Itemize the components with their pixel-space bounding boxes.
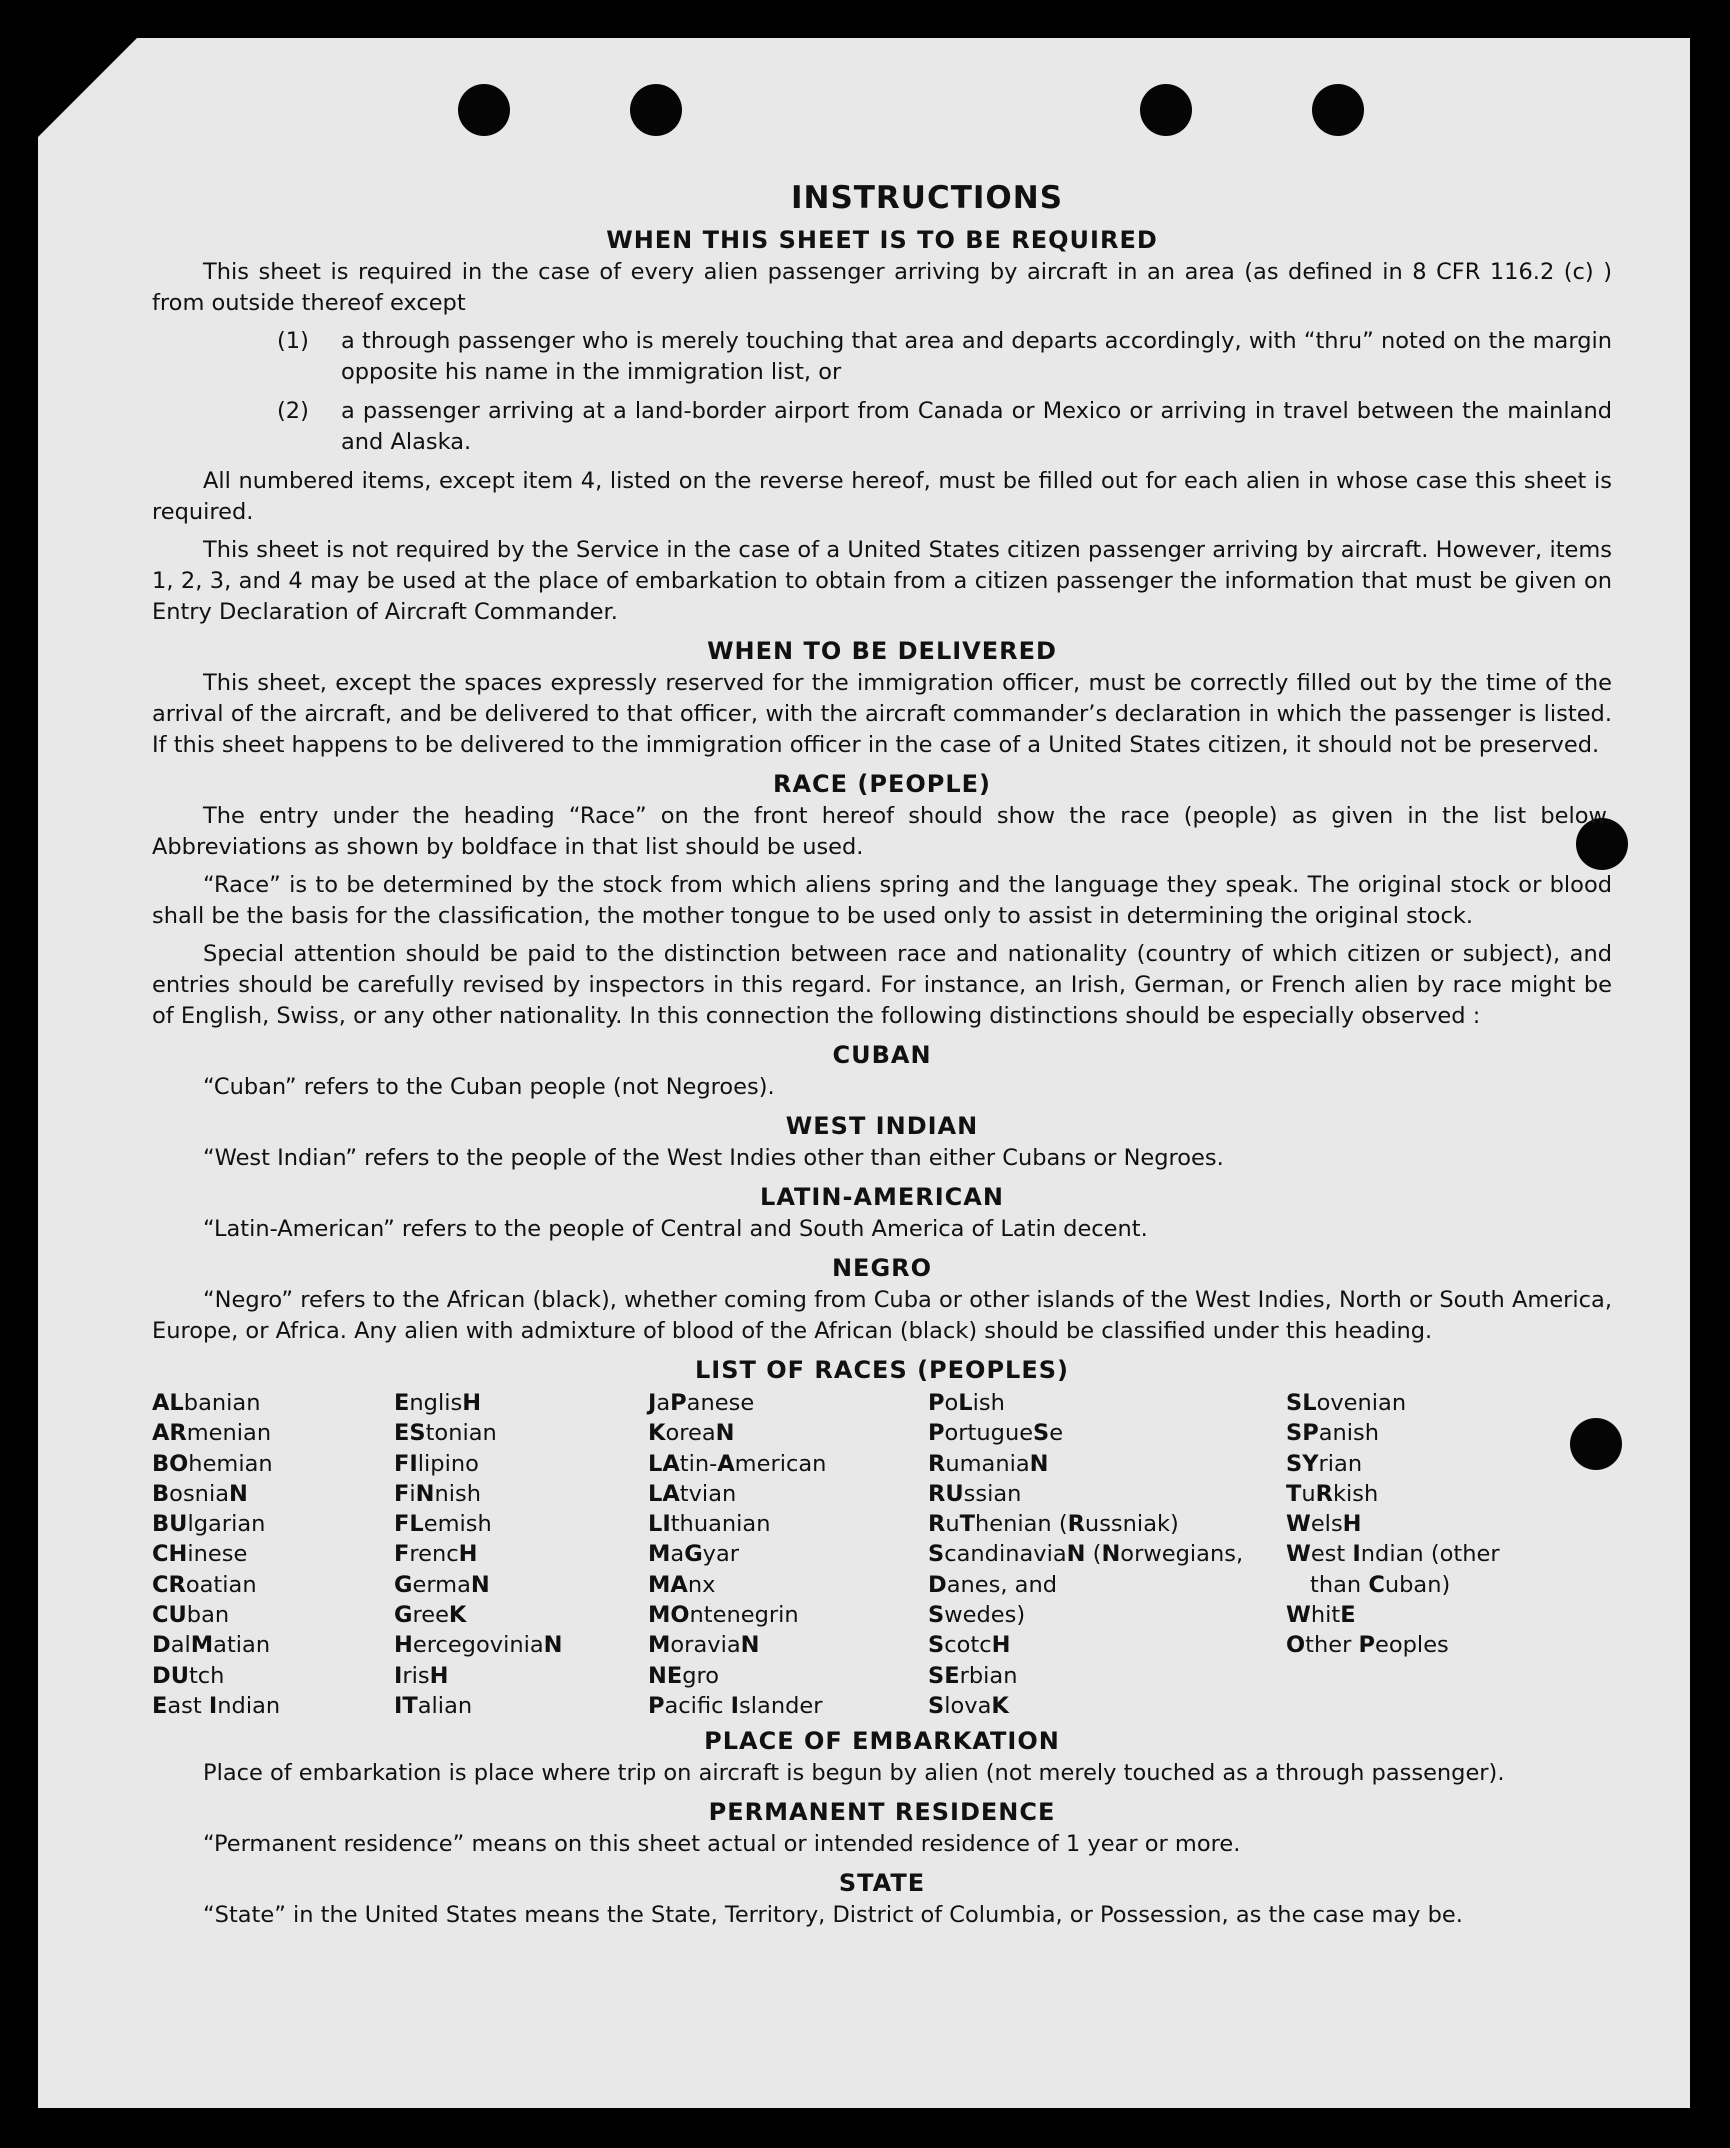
section-heading-west-indian: WEST INDIAN bbox=[785, 1112, 979, 1140]
state-paragraph: “State” in the United States means the State, Territory, District of Columbia, or Possession, as the case may be. bbox=[203, 1902, 1463, 1929]
race-entry: FIlipino bbox=[394, 1450, 479, 1477]
race-entry: SlovaK bbox=[928, 1692, 1009, 1719]
section-heading-state: STATE bbox=[838, 1869, 926, 1898]
race-entry: MAnx bbox=[648, 1571, 716, 1598]
race-entry: ARmenian bbox=[152, 1420, 272, 1447]
race-entry: LIthuanian bbox=[648, 1511, 771, 1538]
section-heading-residence: PERMANENT RESIDENCE bbox=[708, 1798, 1056, 1827]
race-entry: Swedes) bbox=[928, 1602, 1026, 1629]
race-entry: MoraviaN bbox=[648, 1632, 760, 1659]
race-entry: DalMatian bbox=[152, 1632, 271, 1659]
instructions-body bbox=[152, 176, 1612, 1938]
race-entry: SLovenian bbox=[1286, 1390, 1407, 1416]
race-entry: PoLish bbox=[928, 1390, 1005, 1416]
races-column bbox=[928, 1388, 1286, 1721]
race-entry: WelsH bbox=[1286, 1511, 1362, 1538]
race-entry: BosniaN bbox=[152, 1480, 248, 1507]
race-entry: EnglisH bbox=[394, 1390, 482, 1416]
folded-corner bbox=[38, 38, 137, 137]
race-entry: LAtvian bbox=[648, 1480, 737, 1507]
race-entry: RUssian bbox=[928, 1480, 1022, 1507]
section-heading-required: WHEN THIS SHEET IS TO BE REQUIRED bbox=[606, 226, 1158, 254]
race-entry: SErbian bbox=[928, 1662, 1018, 1689]
west-indian-paragraph: “West Indian” refers to the people of the West Indies other than either Cubans or Negroes. bbox=[203, 1145, 1224, 1171]
race-entry: CUban bbox=[152, 1602, 230, 1629]
race-entry: East Indian bbox=[152, 1692, 281, 1719]
race-entry: BOhemian bbox=[152, 1450, 273, 1477]
races-list bbox=[152, 1388, 1612, 1721]
race-entry: ScandinaviaN (Norwegians, bbox=[928, 1541, 1244, 1568]
race-entry: CRoatian bbox=[152, 1571, 257, 1598]
punch-hole bbox=[1140, 84, 1192, 136]
section-heading-list-of-races: LIST OF RACES (PEOPLES) bbox=[695, 1356, 1069, 1384]
race-entry: FiNnish bbox=[394, 1480, 482, 1507]
race-entry: FLemish bbox=[394, 1511, 492, 1538]
race-entry: TuRkish bbox=[1286, 1480, 1379, 1507]
race-entry: ALbanian bbox=[152, 1390, 261, 1416]
race-entry: LAtin-American bbox=[648, 1450, 827, 1477]
race-paragraph-2: “Race” is to be determined by the stock from which aliens spring and the language they speak. The original stock or blood shall be the basis for the classification, the mother tongue to be used only to assist in determining the original stock. bbox=[152, 872, 1612, 929]
race-entry: SYrian bbox=[1286, 1450, 1363, 1477]
races-column bbox=[648, 1388, 928, 1721]
section-heading-cuban: CUBAN bbox=[832, 1041, 932, 1069]
section-heading-delivered: WHEN TO BE DELIVERED bbox=[707, 637, 1057, 665]
race-entry: EStonian bbox=[394, 1420, 497, 1447]
delivered-paragraph: This sheet, except the spaces expressly reserved for the immigration officer, must be correctly filled out by the time of the arrival of the aircraft, and be delivered to that officer, with the aircraft commander’s declaration in which the passenger is listed. If this sheet happens to be delivered to the immigration officer in the case of a United States citizen, it should not be preserved. bbox=[152, 670, 1612, 758]
embarkation-paragraph: Place of embarkation is place where trip on aircraft is begun by alien (not merely touched as a through passenger). bbox=[203, 1760, 1505, 1787]
document-page bbox=[38, 38, 1690, 2108]
section-heading-latin-american: LATIN-AMERICAN bbox=[760, 1183, 1004, 1211]
exception-item: (1) a through passenger who is merely touching that area and departs accordingly, with “thru” noted on the margin opposite his name in the immigration list, or bbox=[277, 328, 1612, 385]
races-column bbox=[1286, 1388, 1586, 1721]
latin-american-paragraph: “Latin-American” refers to the people of Central and South America of Latin decent. bbox=[203, 1216, 1148, 1242]
race-entry: HercegoviniaN bbox=[394, 1632, 563, 1659]
race-entry: West Indian (other bbox=[1286, 1541, 1500, 1568]
punch-hole bbox=[1312, 84, 1364, 136]
race-entry: RuThenian (Russniak) bbox=[928, 1511, 1179, 1538]
race-entry: MaGyar bbox=[648, 1541, 740, 1568]
race-entry: Other Peoples bbox=[1286, 1632, 1449, 1659]
race-entry: ITalian bbox=[394, 1692, 473, 1719]
required-paragraph-3: This sheet is not required by the Service in the case of a United States citizen passenger arriving by aircraft. However, items 1, 2, 3, and 4 may be used at the place of embarkation to obtain from a citizen passenger the information that must be given on Entry Declaration of Aircraft Commander. bbox=[152, 537, 1612, 625]
punch-hole bbox=[458, 84, 510, 136]
race-entry: KoreaN bbox=[648, 1420, 735, 1447]
race-paragraph-1: The entry under the heading “Race” on the front hereof should show the race (people) as given in the list below. Abbreviations as shown by boldface in that list should be used. bbox=[152, 803, 1612, 860]
section-heading-negro: NEGRO bbox=[831, 1254, 933, 1282]
residence-paragraph: “Permanent residence” means on this sheet actual or intended residence of 1 year or more. bbox=[203, 1831, 1241, 1858]
cuban-paragraph: “Cuban” refers to the Cuban people (not Negroes). bbox=[203, 1074, 775, 1100]
races-column bbox=[394, 1388, 648, 1721]
race-entry: IrisH bbox=[394, 1662, 449, 1689]
race-entry: SPanish bbox=[1286, 1420, 1380, 1447]
exception-item: (2) a passenger arriving at a land-border airport from Canada or Mexico or arriving in travel between the mainland and Alaska. bbox=[277, 398, 1612, 455]
race-entry: MOntenegrin bbox=[648, 1602, 799, 1629]
race-entry: CHinese bbox=[152, 1541, 248, 1568]
races-column bbox=[152, 1388, 394, 1721]
race-entry: BUlgarian bbox=[152, 1511, 266, 1538]
race-entry: Danes, and bbox=[928, 1571, 1057, 1598]
punch-hole bbox=[630, 84, 682, 136]
section-heading-race: RACE (PEOPLE) bbox=[772, 770, 992, 798]
negro-paragraph: “Negro” refers to the African (black), whether coming from Cuba or other islands of the West Indies, North or South America, Europe, or Africa. Any alien with admixture of blood of the African (black) should be classified under this heading. bbox=[152, 1287, 1612, 1344]
race-entry: PortugueSe bbox=[928, 1420, 1064, 1447]
section-heading-embarkation: PLACE OF EMBARKATION bbox=[704, 1727, 1060, 1756]
race-entry: NEgro bbox=[648, 1662, 720, 1689]
race-paragraph-3: Special attention should be paid to the distinction between race and nationality (country of which citizen or subject), and entries should be carefully revised by inspectors in this regard. For instance, an Irish, German, or French alien by race might be of English, Swiss, or any other nationality. In this connection the following distinctions should be especially observed : bbox=[152, 941, 1612, 1029]
race-entry: DUtch bbox=[152, 1662, 225, 1689]
page-title: INSTRUCTIONS bbox=[790, 180, 1064, 216]
race-entry: JaPanese bbox=[648, 1390, 755, 1416]
race-entry: ScotcH bbox=[928, 1632, 1011, 1659]
required-intro: This sheet is required in the case of every alien passenger arriving by aircraft in an area (as defined in 8 CFR 116.2 (c) ) from outside thereof except bbox=[152, 259, 1612, 316]
race-entry: Pacifc Islander bbox=[648, 1692, 823, 1719]
race-entry: RumaniaN bbox=[928, 1450, 1049, 1477]
race-entry: GreeK bbox=[394, 1602, 467, 1629]
race-entry: WhitE bbox=[1286, 1602, 1356, 1629]
race-entry: FrencH bbox=[394, 1541, 478, 1568]
race-entry: GermaN bbox=[394, 1571, 490, 1598]
required-paragraph-2: All numbered items, except item 4, listed on the reverse hereof, must be filled out for each alien in whose case this sheet is required. bbox=[152, 468, 1612, 525]
race-entry: than Cuban) bbox=[1310, 1571, 1451, 1598]
